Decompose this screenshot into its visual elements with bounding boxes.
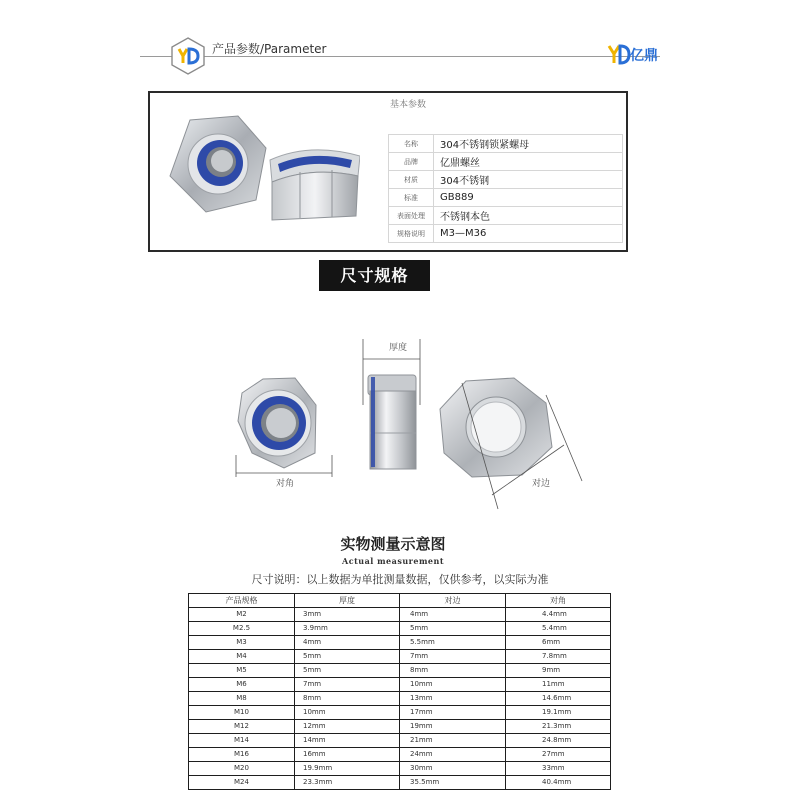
parameter-key: 品牌 (389, 153, 434, 171)
measurement-title: 实物测量示意图 (340, 535, 446, 553)
corner-cell: 6mm (506, 636, 611, 650)
table-row (189, 664, 611, 678)
flat-cell: 5mm (400, 622, 506, 636)
parameter-value: 亿鼎螺丝 (434, 153, 623, 171)
table-row (189, 706, 611, 720)
parameter-key: 规格说明 (389, 225, 434, 243)
parameter-row (389, 153, 623, 171)
thickness-cell: 8mm (295, 692, 400, 706)
table-row (189, 692, 611, 706)
thickness-cell: 14mm (295, 734, 400, 748)
measurement-subtitle: Actual measurement (341, 556, 445, 566)
nylon-lock-nut-photo (160, 108, 360, 228)
flat-cell: 5.5mm (400, 636, 506, 650)
parameter-row (389, 225, 623, 243)
spec-cell: M8 (189, 692, 295, 706)
parameter-value: 不锈钢本色 (434, 207, 623, 225)
corner-cell: 24.8mm (506, 734, 611, 748)
spec-cell: M12 (189, 720, 295, 734)
spec-cell: M5 (189, 664, 295, 678)
corner-cell: 9mm (506, 664, 611, 678)
table-row (189, 622, 611, 636)
header-corner: 对角 (506, 594, 611, 608)
hex-logo-icon (168, 36, 208, 76)
flat-cell: 8mm (400, 664, 506, 678)
measurement-note: 尺寸说明：以上数据为单批测量数据，仅供参考，以实际为准 (251, 573, 549, 586)
corner-cell: 7.8mm (506, 650, 611, 664)
table-row (189, 762, 611, 776)
header-thickness: 厚度 (295, 594, 400, 608)
table-row (189, 748, 611, 762)
spec-cell: M6 (189, 678, 295, 692)
flat-label: 对边 (532, 479, 551, 489)
parameter-value: 304不锈钢锁紧螺母 (434, 135, 623, 153)
brand-name: 亿鼎 (630, 48, 658, 64)
table-row (189, 678, 611, 692)
spec-cell: M10 (189, 706, 295, 720)
parameter-key: 名称 (389, 135, 434, 153)
table-row (189, 608, 611, 622)
corner-cell: 33mm (506, 762, 611, 776)
spec-cell: M2.5 (189, 622, 295, 636)
flat-cell: 17mm (400, 706, 506, 720)
flat-cell: 21mm (400, 734, 506, 748)
parameter-value: 304不锈钢 (434, 171, 623, 189)
flat-cell: 35.5mm (400, 776, 506, 790)
parameter-row (389, 207, 623, 225)
table-row (189, 720, 611, 734)
corner-cell: 11mm (506, 678, 611, 692)
brand-logo-icon (607, 42, 631, 66)
corner-cell: 4.4mm (506, 608, 611, 622)
flat-cell: 10mm (400, 678, 506, 692)
thickness-cell: 5mm (295, 664, 400, 678)
corner-cell: 5.4mm (506, 622, 611, 636)
spec-cell: M24 (189, 776, 295, 790)
parameter-key: 表面处理 (389, 207, 434, 225)
header-flat: 对边 (400, 594, 506, 608)
thickness-cell: 5mm (295, 650, 400, 664)
parameter-value: GB889 (434, 189, 623, 207)
parameter-key: 材质 (389, 171, 434, 189)
spec-cell: M16 (189, 748, 295, 762)
flat-cell: 7mm (400, 650, 506, 664)
spec-cell: M14 (189, 734, 295, 748)
spec-cell: M4 (189, 650, 295, 664)
corner-cell: 21.3mm (506, 720, 611, 734)
parameter-table (388, 134, 623, 243)
parameter-key: 标准 (389, 189, 434, 207)
corner-label: 对角 (276, 479, 295, 489)
size-table-header (189, 594, 611, 608)
corner-cell: 19.1mm (506, 706, 611, 720)
flat-cell: 19mm (400, 720, 506, 734)
corner-cell: 14.6mm (506, 692, 611, 706)
spec-cell: M2 (189, 608, 295, 622)
flat-cell: 24mm (400, 748, 506, 762)
table-row (189, 776, 611, 790)
parameter-row (389, 171, 623, 189)
thickness-cell: 23.3mm (295, 776, 400, 790)
flat-cell: 4mm (400, 608, 506, 622)
parameter-row (389, 189, 623, 207)
thickness-cell: 19.9mm (295, 762, 400, 776)
spec-cell: M20 (189, 762, 295, 776)
header-spec: 产品规格 (189, 594, 295, 608)
thickness-cell: 3.9mm (295, 622, 400, 636)
spec-cell: M3 (189, 636, 295, 650)
size-table (188, 593, 611, 790)
thickness-cell: 12mm (295, 720, 400, 734)
parameter-row (389, 135, 623, 153)
table-row (189, 636, 611, 650)
table-row (189, 650, 611, 664)
header-title: 产品参数/Parameter (212, 42, 327, 56)
parameter-heading: 基本参数 (390, 100, 427, 110)
thickness-cell: 10mm (295, 706, 400, 720)
thickness-cell: 3mm (295, 608, 400, 622)
thickness-cell: 16mm (295, 748, 400, 762)
thickness-cell: 7mm (295, 678, 400, 692)
thickness-label: 厚度 (389, 343, 408, 353)
parameter-value: M3—M36 (434, 225, 623, 243)
size-spec-banner: 尺寸规格 (319, 260, 430, 291)
corner-cell: 27mm (506, 748, 611, 762)
corner-cell: 40.4mm (506, 776, 611, 790)
flat-cell: 13mm (400, 692, 506, 706)
flat-cell: 30mm (400, 762, 506, 776)
table-row (189, 734, 611, 748)
thickness-cell: 4mm (295, 636, 400, 650)
